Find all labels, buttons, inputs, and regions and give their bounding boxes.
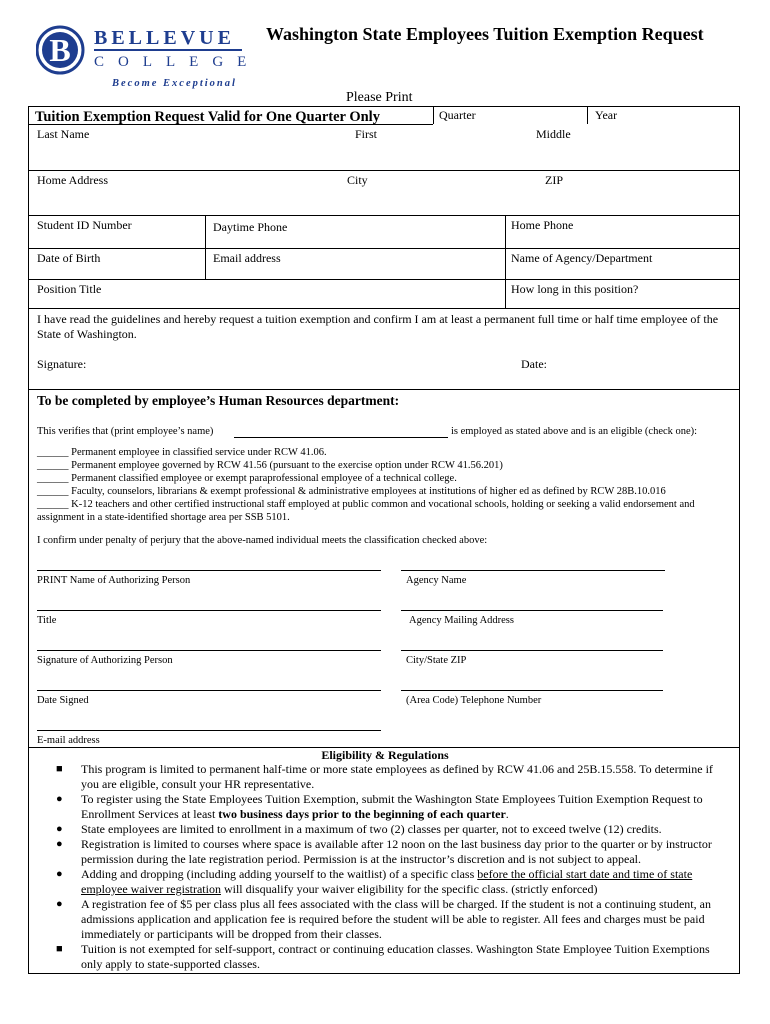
telephone-label: (Area Code) Telephone Number — [406, 695, 542, 706]
rule-item: ■ This program is limited to permanent half-time or more state employees as defined by RCW 41.06 and 25B.15.558. To determine if you are eligible, consult your HR representative. — [56, 762, 713, 791]
option-classified[interactable]: ______ Permanent employee in classified service under RCW 41.06. — [37, 447, 327, 458]
first-name-field[interactable]: First — [355, 127, 378, 141]
dot-bullet-icon: ● — [56, 898, 63, 910]
rule — [29, 248, 739, 249]
rule — [505, 215, 506, 308]
verify-prefix: This verifies that (print employee’s name) — [37, 426, 214, 437]
rule-item: ■ Tuition is not exempted for self-support, contract or continuing education classes. Washington State Employee Tuition Exemptions only apply to state-supported classes. — [56, 942, 710, 971]
student-id-field[interactable]: Student ID Number — [37, 218, 132, 232]
auth-signature-label: Signature of Authorizing Person — [37, 655, 173, 666]
last-name-field[interactable]: Last Name — [37, 127, 90, 141]
option-k12[interactable]: ______ K-12 teachers and other certified instructional staff employed at public common and vocational schools, holding or seeking a valid endorsement and assignment in a state-identified shortage area per SSB 5101. — [37, 499, 695, 524]
position-title-field[interactable]: Position Title — [37, 282, 102, 296]
dot-bullet-icon: ● — [56, 823, 63, 835]
rule — [29, 170, 739, 171]
telephone-line[interactable] — [401, 690, 663, 691]
daytime-phone-field[interactable]: Daytime Phone — [213, 220, 288, 234]
dot-bullet-icon: ● — [56, 793, 63, 805]
date-field[interactable]: Date: — [521, 357, 547, 371]
title-label: Title — [37, 615, 57, 626]
rule-item: ● Adding and dropping (including adding yourself to the waitlist) of a specific class before the official start date and time of state employee waiver registration will disqualify your waiver eligibility for the specific class. (strictly enforced) — [56, 867, 693, 896]
option-rcw-41-56[interactable]: ______ Permanent employee governed by RCW 41.56 (pursuant to the exercise option under RCW 41.56.201) — [37, 460, 503, 471]
section-title: Tuition Exemption Request Valid for One Quarter Only — [35, 109, 380, 125]
square-bullet-icon: ■ — [56, 763, 63, 775]
time-in-position-field[interactable]: How long in this position? — [511, 282, 639, 296]
agreement-text: I have read the guidelines and hereby request a tuition exemption and confirm I am at least a permanent full time or half time employee of the State of Washington. — [37, 312, 719, 341]
signature-field[interactable]: Signature: — [37, 357, 87, 371]
dob-field[interactable]: Date of Birth — [37, 251, 101, 265]
city-state-zip-line[interactable] — [401, 650, 663, 651]
city-state-zip-label: City/State ZIP — [406, 655, 467, 666]
dot-bullet-icon: ● — [56, 838, 63, 850]
option-faculty[interactable]: ______ Faculty, counselors, librarians & exempt professional & administrative employees at institutions of higher ed as defined by RCW 28B.10.016 — [37, 486, 666, 497]
option-technical-college[interactable]: ______ Permanent classified employee or exempt paraprofessional employee of a technical college. — [37, 473, 457, 484]
rule — [205, 215, 206, 279]
agency-name-line[interactable] — [401, 570, 665, 571]
agency-field[interactable]: Name of Agency/Department — [511, 251, 653, 265]
rule-item: ● State employees are limited to enrollment in a maximum of two (2) classes per quarter, not to exceed twelve (12) credits. — [56, 822, 662, 836]
rule — [29, 308, 739, 309]
hr-email-line[interactable] — [37, 730, 381, 731]
rule-item: ● To register using the State Employees Tuition Exemption, submit the Washington State Employees Tuition Exemption Request to Enrollment Services at least two business days prior to the beginning of each quarter. — [56, 792, 703, 821]
zip-field[interactable]: ZIP — [545, 173, 563, 187]
eligibility-title: Eligibility & Regulations — [321, 748, 449, 762]
hr-section-title: To be completed by employee’s Human Resources department: — [37, 393, 400, 408]
employee-name-line[interactable] — [234, 437, 448, 438]
rule — [29, 389, 739, 390]
print-name-label: PRINT Name of Authorizing Person — [37, 575, 191, 586]
home-address-field[interactable]: Home Address — [37, 173, 108, 187]
please-print-note: Please Print — [346, 90, 413, 105]
svg-text:B: B — [49, 32, 71, 68]
rule — [29, 279, 739, 280]
city-field[interactable]: City — [347, 173, 368, 187]
print-name-line[interactable] — [37, 570, 381, 571]
date-signed-line[interactable] — [37, 690, 381, 691]
rule — [29, 215, 739, 216]
logo-sub: COLLEGE — [94, 54, 256, 70]
hr-email-label: E-mail address — [37, 735, 100, 746]
rule-item: ● Registration is limited to courses where space is available after 12 noon on the last business day prior to the quarter or by instructor permission during the late registration period. Permission is at the instructor’s discretion and is not subject to appeal. — [56, 837, 712, 866]
logo-name: BELLEVUE — [94, 27, 235, 49]
home-phone-field[interactable]: Home Phone — [511, 218, 574, 232]
middle-name-field[interactable]: Middle — [536, 127, 571, 141]
rule — [433, 107, 434, 124]
eligibility-rules — [22, 762, 728, 972]
perjury-statement: I confirm under penalty of perjury that the above-named individual meets the classification checked above: — [37, 535, 488, 546]
year-field[interactable]: Year — [595, 108, 618, 122]
square-bullet-icon: ■ — [56, 943, 63, 955]
date-signed-label: Date Signed — [37, 695, 89, 706]
rule — [587, 107, 588, 124]
email-field[interactable]: Email address — [213, 251, 281, 265]
verify-suffix: is employed as stated above and is an eligible (check one): — [451, 426, 698, 437]
form-title: Washington State Employees Tuition Exemption Request — [266, 24, 704, 44]
logo-tagline: Become Exceptional — [112, 78, 237, 89]
quarter-field[interactable]: Quarter — [439, 108, 476, 122]
dot-bullet-icon: ● — [56, 868, 63, 880]
agency-name-label: Agency Name — [406, 575, 467, 586]
agency-mailing-line[interactable] — [401, 610, 663, 611]
title-line[interactable] — [37, 610, 381, 611]
auth-signature-line[interactable] — [37, 650, 381, 651]
bellevue-college-logo — [36, 20, 256, 92]
rule-item: ● A registration fee of $5 per class plus all fees associated with the class will be charged. If the student is not a continuing student, an admissions application and application fee is required before the student will be able to register. All fees and charges must be paid immediately or participants will be dropped from their classes. — [56, 897, 711, 941]
agency-mailing-label: Agency Mailing Address — [409, 615, 514, 626]
logo-b-emblem-icon — [36, 20, 256, 92]
